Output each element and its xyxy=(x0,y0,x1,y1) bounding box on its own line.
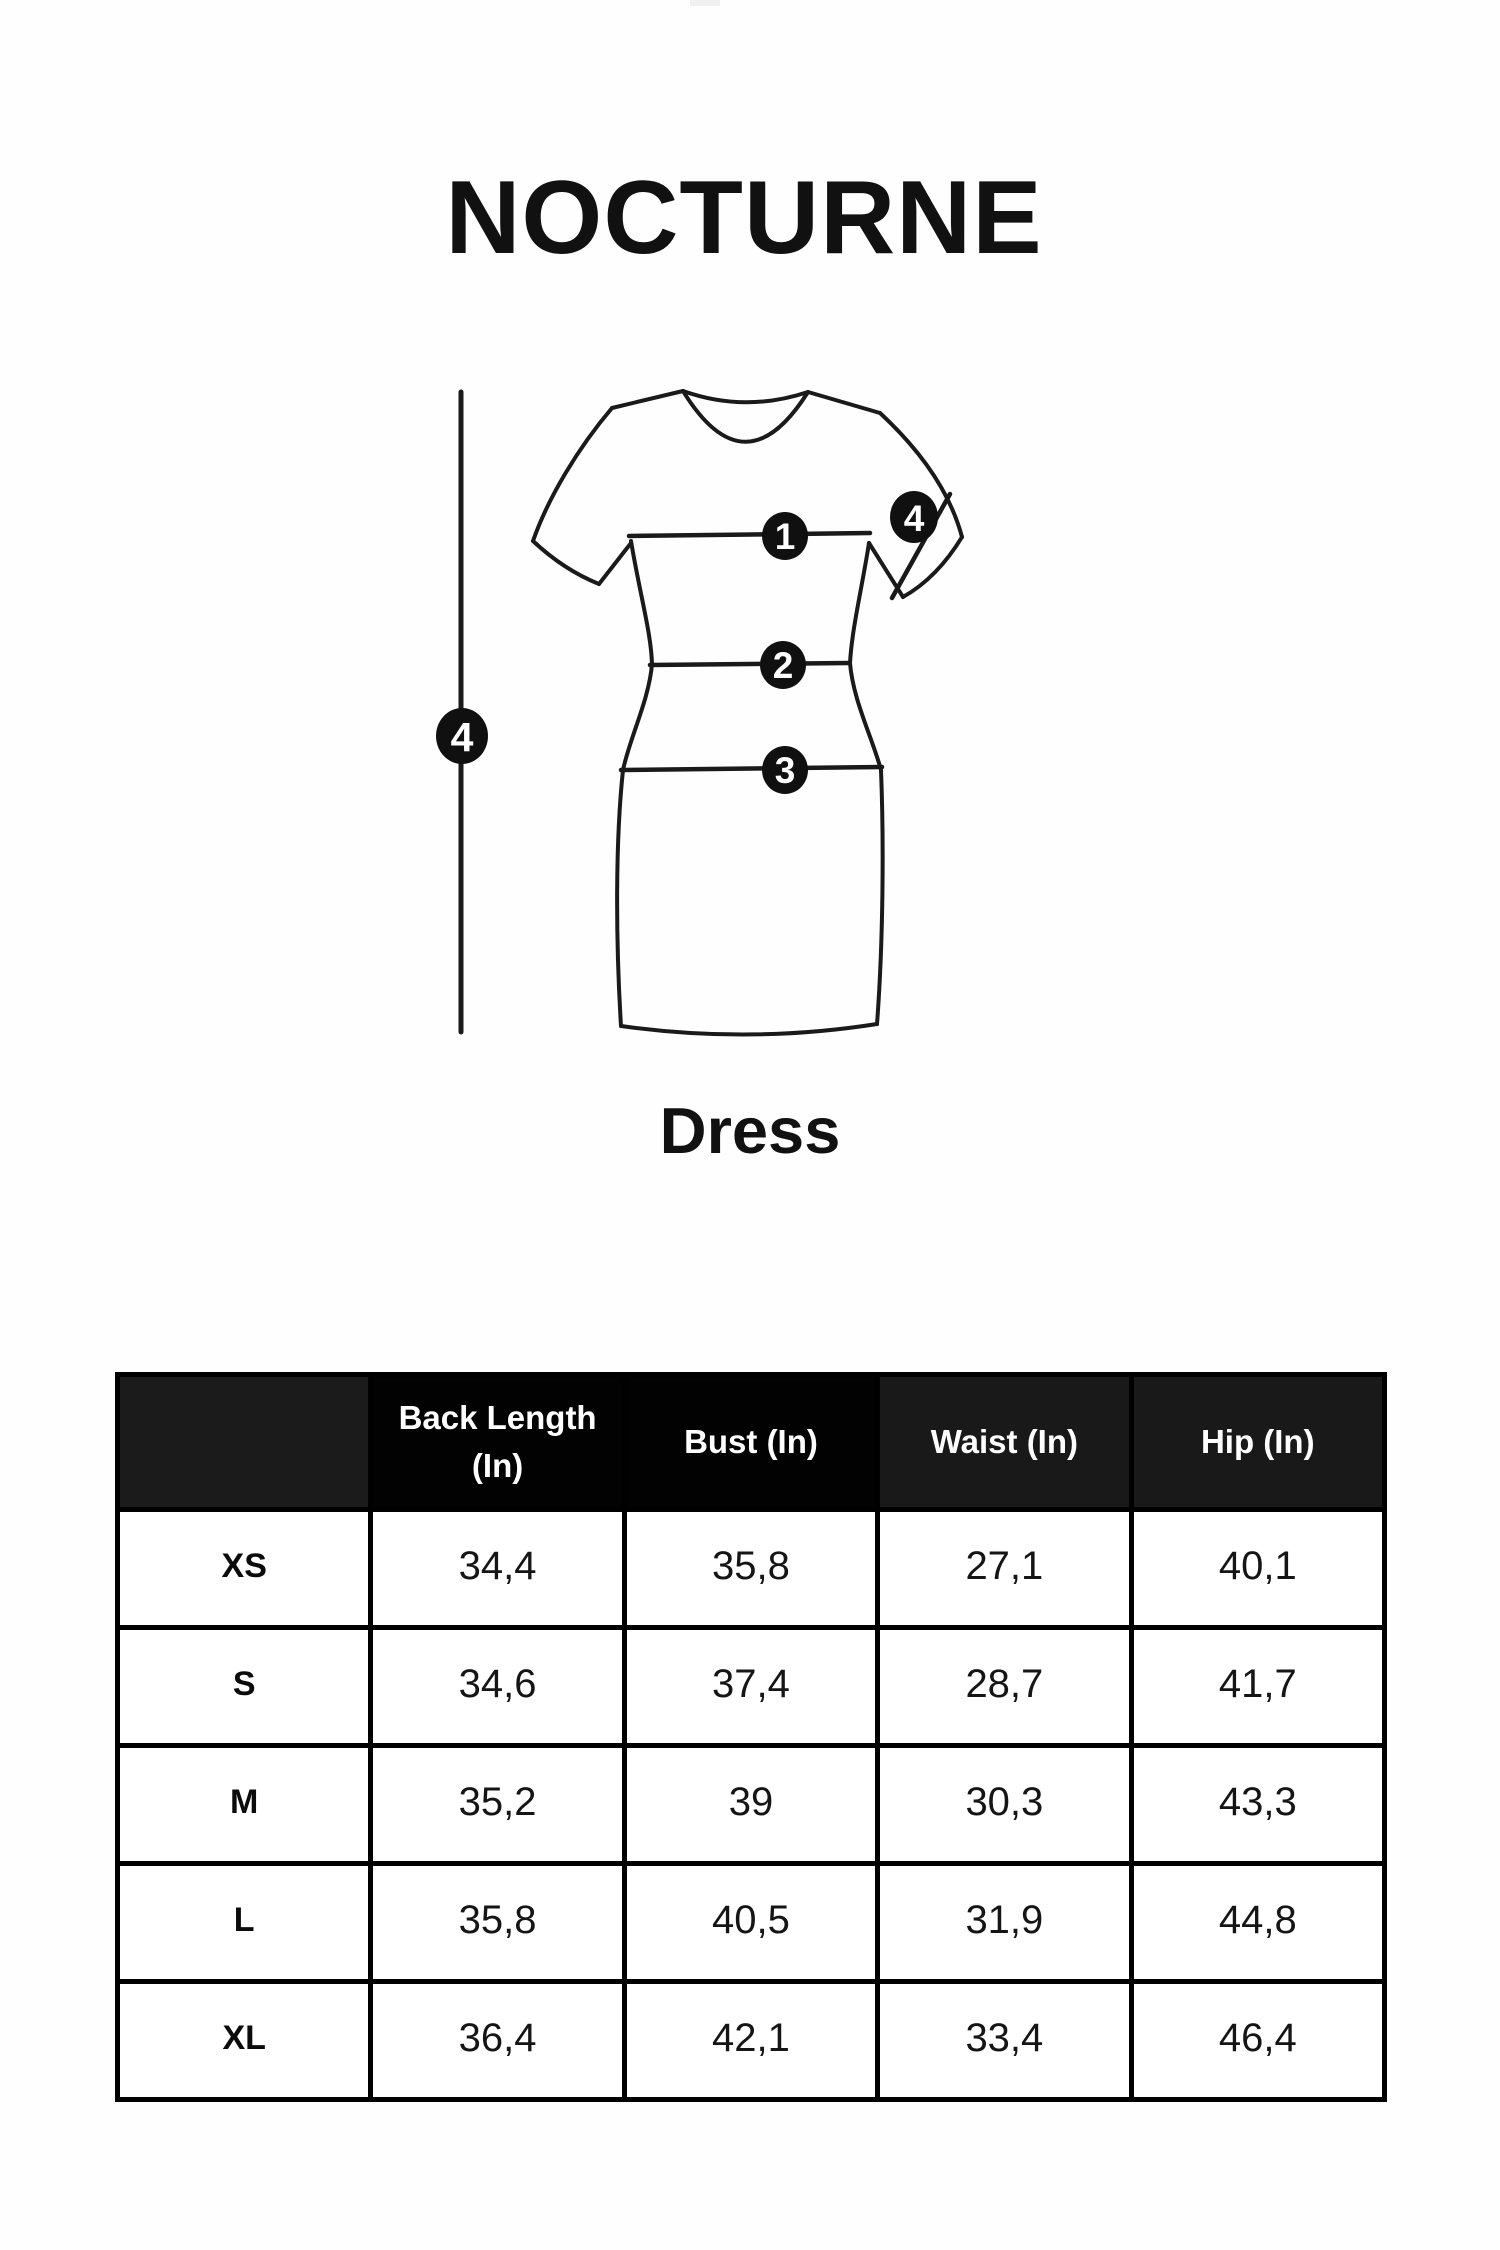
measurement-cell: 40,5 xyxy=(624,1864,877,1982)
size-cell: M xyxy=(118,1746,371,1864)
measurement-cell: 34,4 xyxy=(371,1510,624,1628)
measurement-cell: 35,8 xyxy=(624,1510,877,1628)
column-header-bust: Bust (In) xyxy=(624,1375,877,1510)
size-cell: S xyxy=(118,1628,371,1746)
measurement-cell: 35,8 xyxy=(371,1864,624,1982)
size-chart-table xyxy=(115,1372,1387,2102)
size-cell: L xyxy=(118,1864,371,1982)
measurement-cell: 43,3 xyxy=(1131,1746,1384,1864)
measurement-cell: 41,7 xyxy=(1131,1628,1384,1746)
column-header-hip: Hip (In) xyxy=(1131,1375,1384,1510)
table-row-m xyxy=(118,1746,1385,1864)
measurement-cell: 30,3 xyxy=(878,1746,1131,1864)
hip-line xyxy=(621,767,882,770)
back-length-marker-label: 4 xyxy=(450,714,474,760)
measurement-cell: 27,1 xyxy=(878,1510,1131,1628)
measurement-cell: 44,8 xyxy=(1131,1864,1384,1982)
waist-marker-label: 2 xyxy=(772,645,794,686)
column-header-waist: Waist (In) xyxy=(878,1375,1131,1510)
measurement-cell: 34,6 xyxy=(371,1628,624,1746)
column-header-back-length: Back Length (In) xyxy=(371,1375,624,1510)
table-row-xl xyxy=(118,1982,1385,2100)
dress-outline xyxy=(533,391,962,1035)
bust-marker-label: 1 xyxy=(774,516,796,557)
table-row-xs xyxy=(118,1510,1385,1628)
dress-measurement-diagram xyxy=(400,355,1000,1065)
product-label: Dress xyxy=(659,1094,841,1167)
size-cell: XL xyxy=(118,1982,371,2100)
table-row-l xyxy=(118,1864,1385,1982)
brand-title: NOCTURNE xyxy=(445,160,1043,276)
scan-artifact xyxy=(690,0,720,6)
waist-line xyxy=(650,663,849,665)
measurement-cell: 37,4 xyxy=(624,1628,877,1746)
measurement-cell: 46,4 xyxy=(1131,1982,1384,2100)
bust-line xyxy=(629,533,870,536)
sleeve-marker-label: 4 xyxy=(903,498,925,539)
header-row xyxy=(118,1375,1385,1510)
measurement-cell: 28,7 xyxy=(878,1628,1131,1746)
measurement-cell: 42,1 xyxy=(624,1982,877,2100)
measurement-cell: 36,4 xyxy=(371,1982,624,2100)
measurement-cell: 39 xyxy=(624,1746,877,1864)
size-cell: XS xyxy=(118,1510,371,1628)
column-header-size xyxy=(118,1375,371,1510)
table-row-s xyxy=(118,1628,1385,1746)
measurement-cell: 35,2 xyxy=(371,1746,624,1864)
hip-marker-label: 3 xyxy=(774,750,796,791)
measurement-cell: 31,9 xyxy=(878,1864,1131,1982)
measurement-cell: 33,4 xyxy=(878,1982,1131,2100)
measurement-cell: 40,1 xyxy=(1131,1510,1384,1628)
